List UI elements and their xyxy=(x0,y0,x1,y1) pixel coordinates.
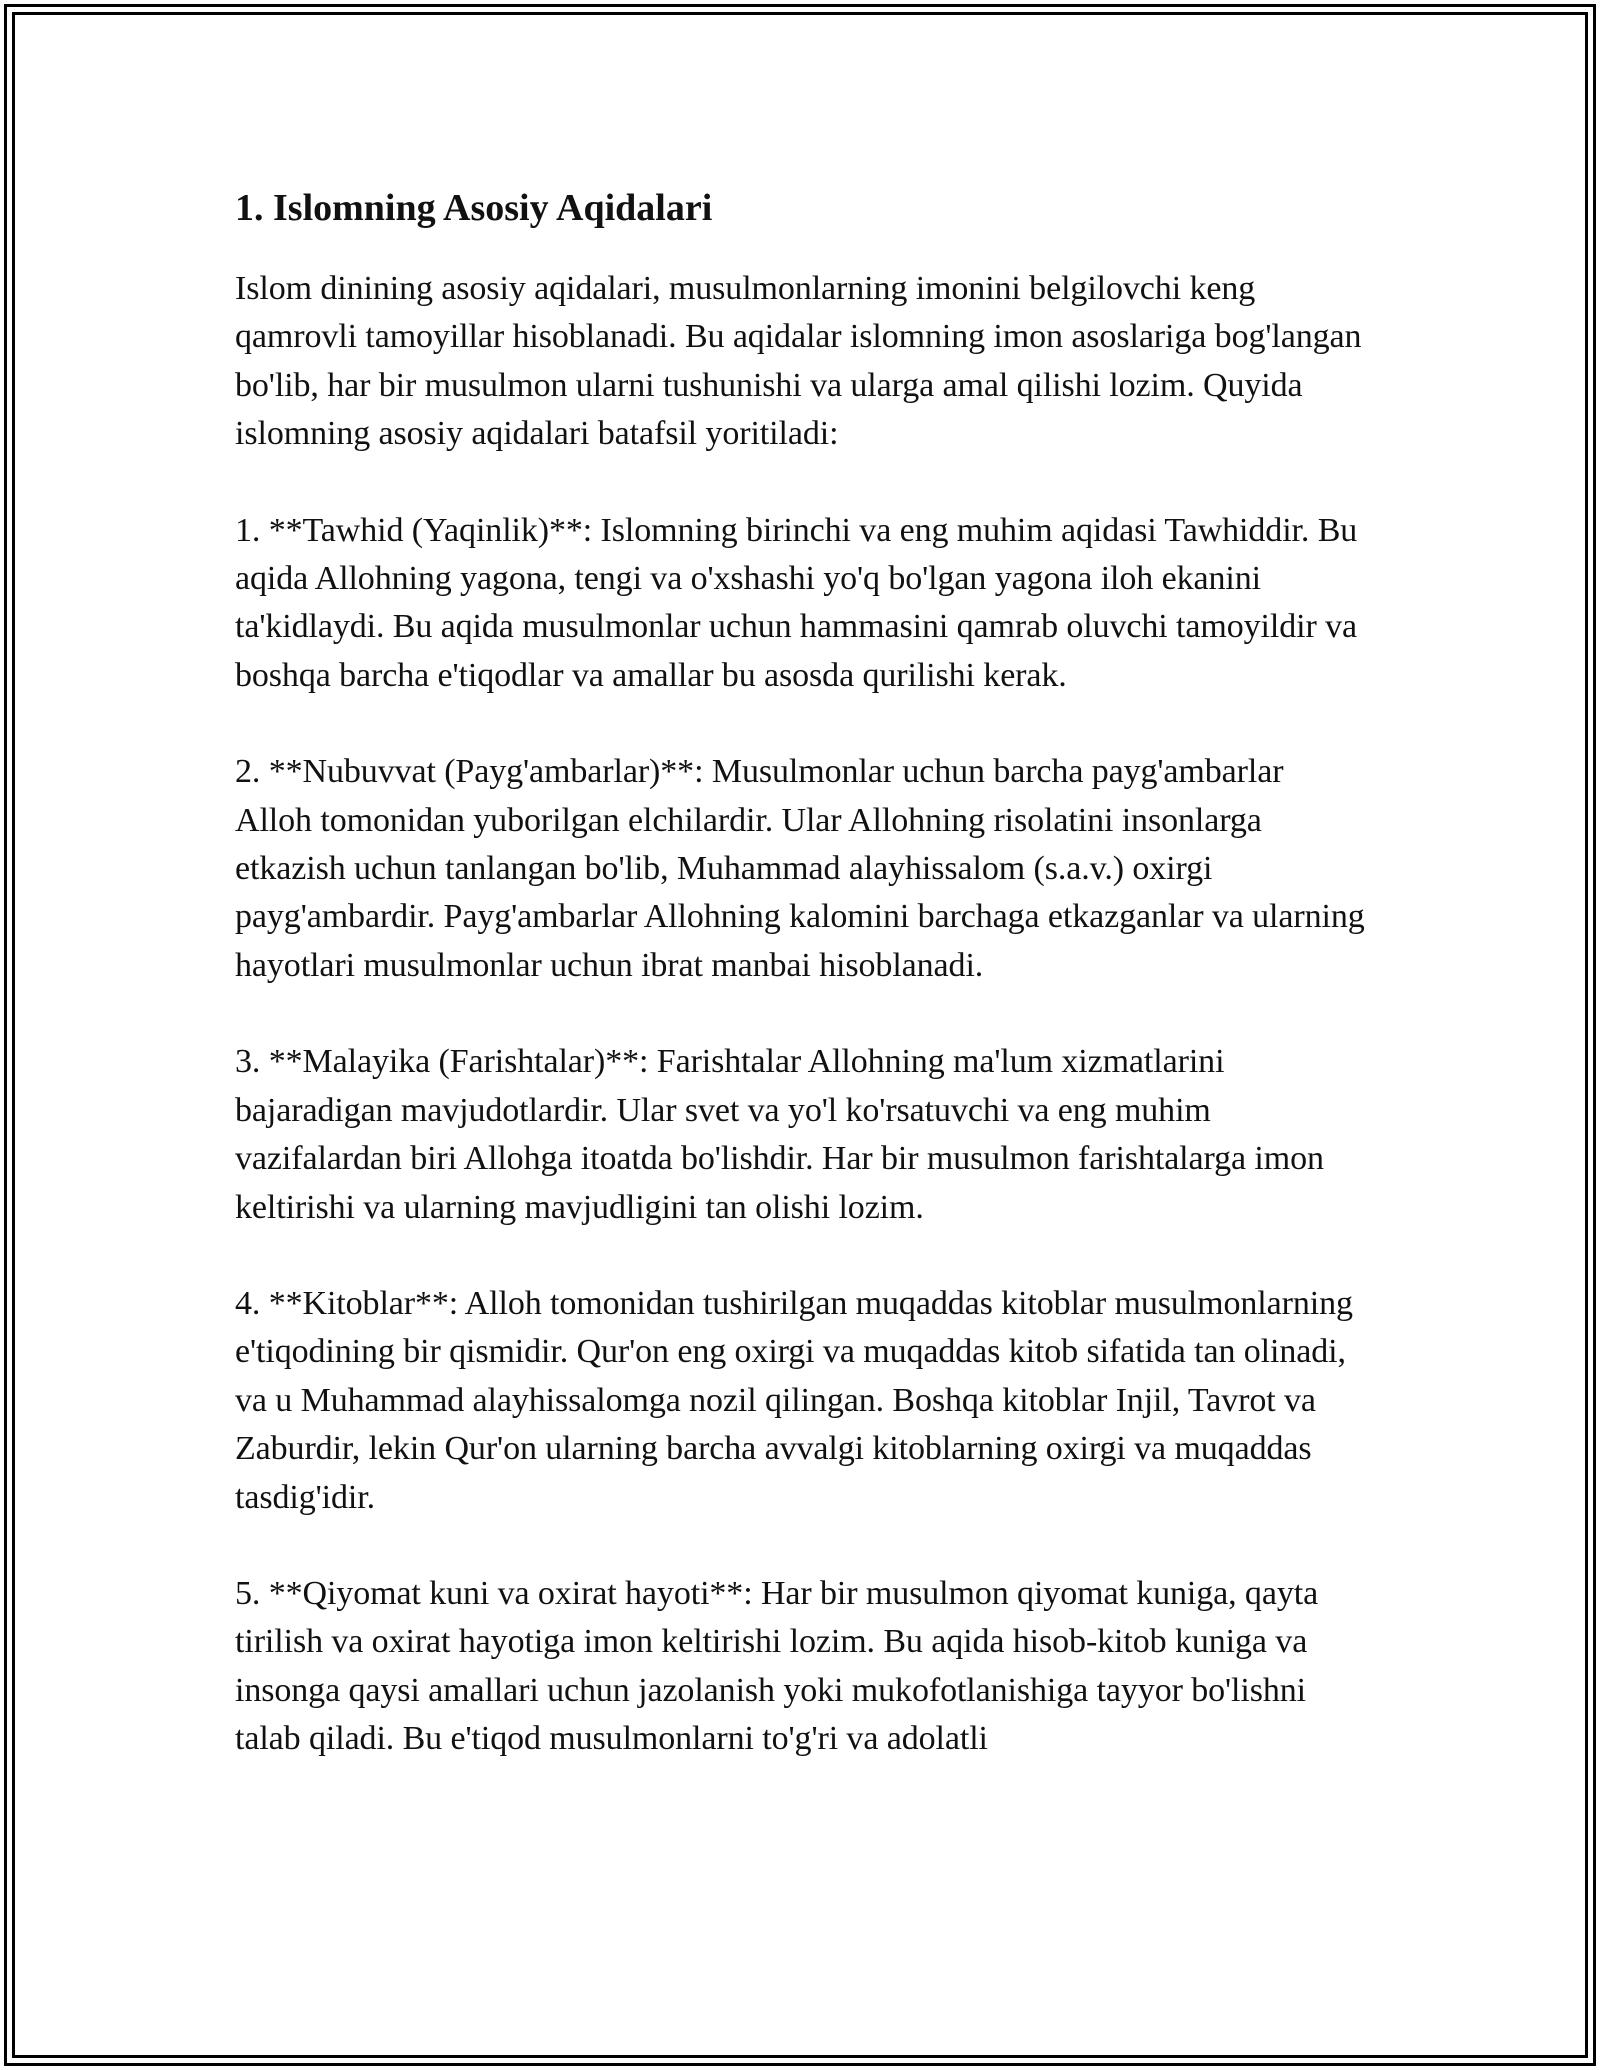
qiyomat-paragraph: 5. **Qiyomat kuni va oxirat hayoti**: Har bir musulmon qiyomat kuniga, qayta tirilish va oxirat hayotiga imon keltirishi lozim. Bu aqida hisob-kitob kuniga va insonga qaysi amallari uchun jazolanish yoki mukofotlanishiga tayyor bo'lishni talab qiladi. Bu e'tiqod musulmonlarni to'g'ri va adolatli xyxy=(235,1574,1319,1758)
nubuvvat-paragraph: 2. **Nubuvvat (Payg'ambarlar)**: Musulmonlar uchun barcha payg'ambarlar Alloh tomonidan yuborilgan elchilardir. Ular Allohning risolatini insonlarga etkazish uchun tanlangan bo'lib, Muhammad alayhissalom (s.a.v.) oxirgi payg'ambardir. Payg'ambarlar Allohning kalomini barchaga etkazganlar va ularning hayotlari musulmonlar uchun ibrat manbai hisoblanadi. xyxy=(235,753,1365,984)
intro-paragraph: Islom dinining asosiy aqidalari, musulmonlarning imonini belgilovchi keng qamrovli tamoyillar hisoblanadi. Bu aqidalar islomning imon asoslariga bog'langan bo'lib, har bir musulmon ularni tushunishi va ularga amal qilishi lozim. Quyida islomning asosiy aqidalari batafsil yoritiladi: xyxy=(235,270,1362,453)
kitoblar-paragraph: 4. **Kitoblar**: Alloh tomonidan tushirilgan muqaddas kitoblar musulmonlarning e'tiqodining bir qismidir. Qur'on eng oxirgi va muqaddas kitob sifatida tan olinadi, va u Muhammad alayhissalomga nozil qilingan. Boshqa kitoblar Injil, Tavrot va Zaburdir, lekin Qur'on ularning barcha avvalgi kitoblarning oxirgi va muqaddas tasdig'idir. xyxy=(235,1284,1353,1516)
document-body xyxy=(235,184,1365,1812)
document-title: 1. Islomning Asosiy Aqidalari xyxy=(235,187,713,229)
tawhid-paragraph: 1. **Tawhid (Yaqinlik)**: Islomning birinchi va eng muhim aqidasi Tawhiddir. Bu aqida Allohning yagona, tengi va o'xshashi yo'q bo'lgan yagona iloh ekanini ta'kidlaydi. Bu aqida musulmonlar uchun hammasini qamrab oluvchi tamoyildir va boshqa barcha e'tiqodlar va amallar bu asosda qurilishi kerak. xyxy=(235,511,1358,694)
malayika-paragraph: 3. **Malayika (Farishtalar)**: Farishtalar Allohning ma'lum xizmatlarini bajaradigan mavjudotlardir. Ular svet va yo'l ko'rsatuvchi va eng muhim vazifalardan biri Allohga itoatda bo'lishdir. Har bir musulmon farishtalarga imon keltirishi va ularning mavjudligini tan olishi lozim. xyxy=(235,1043,1324,1226)
